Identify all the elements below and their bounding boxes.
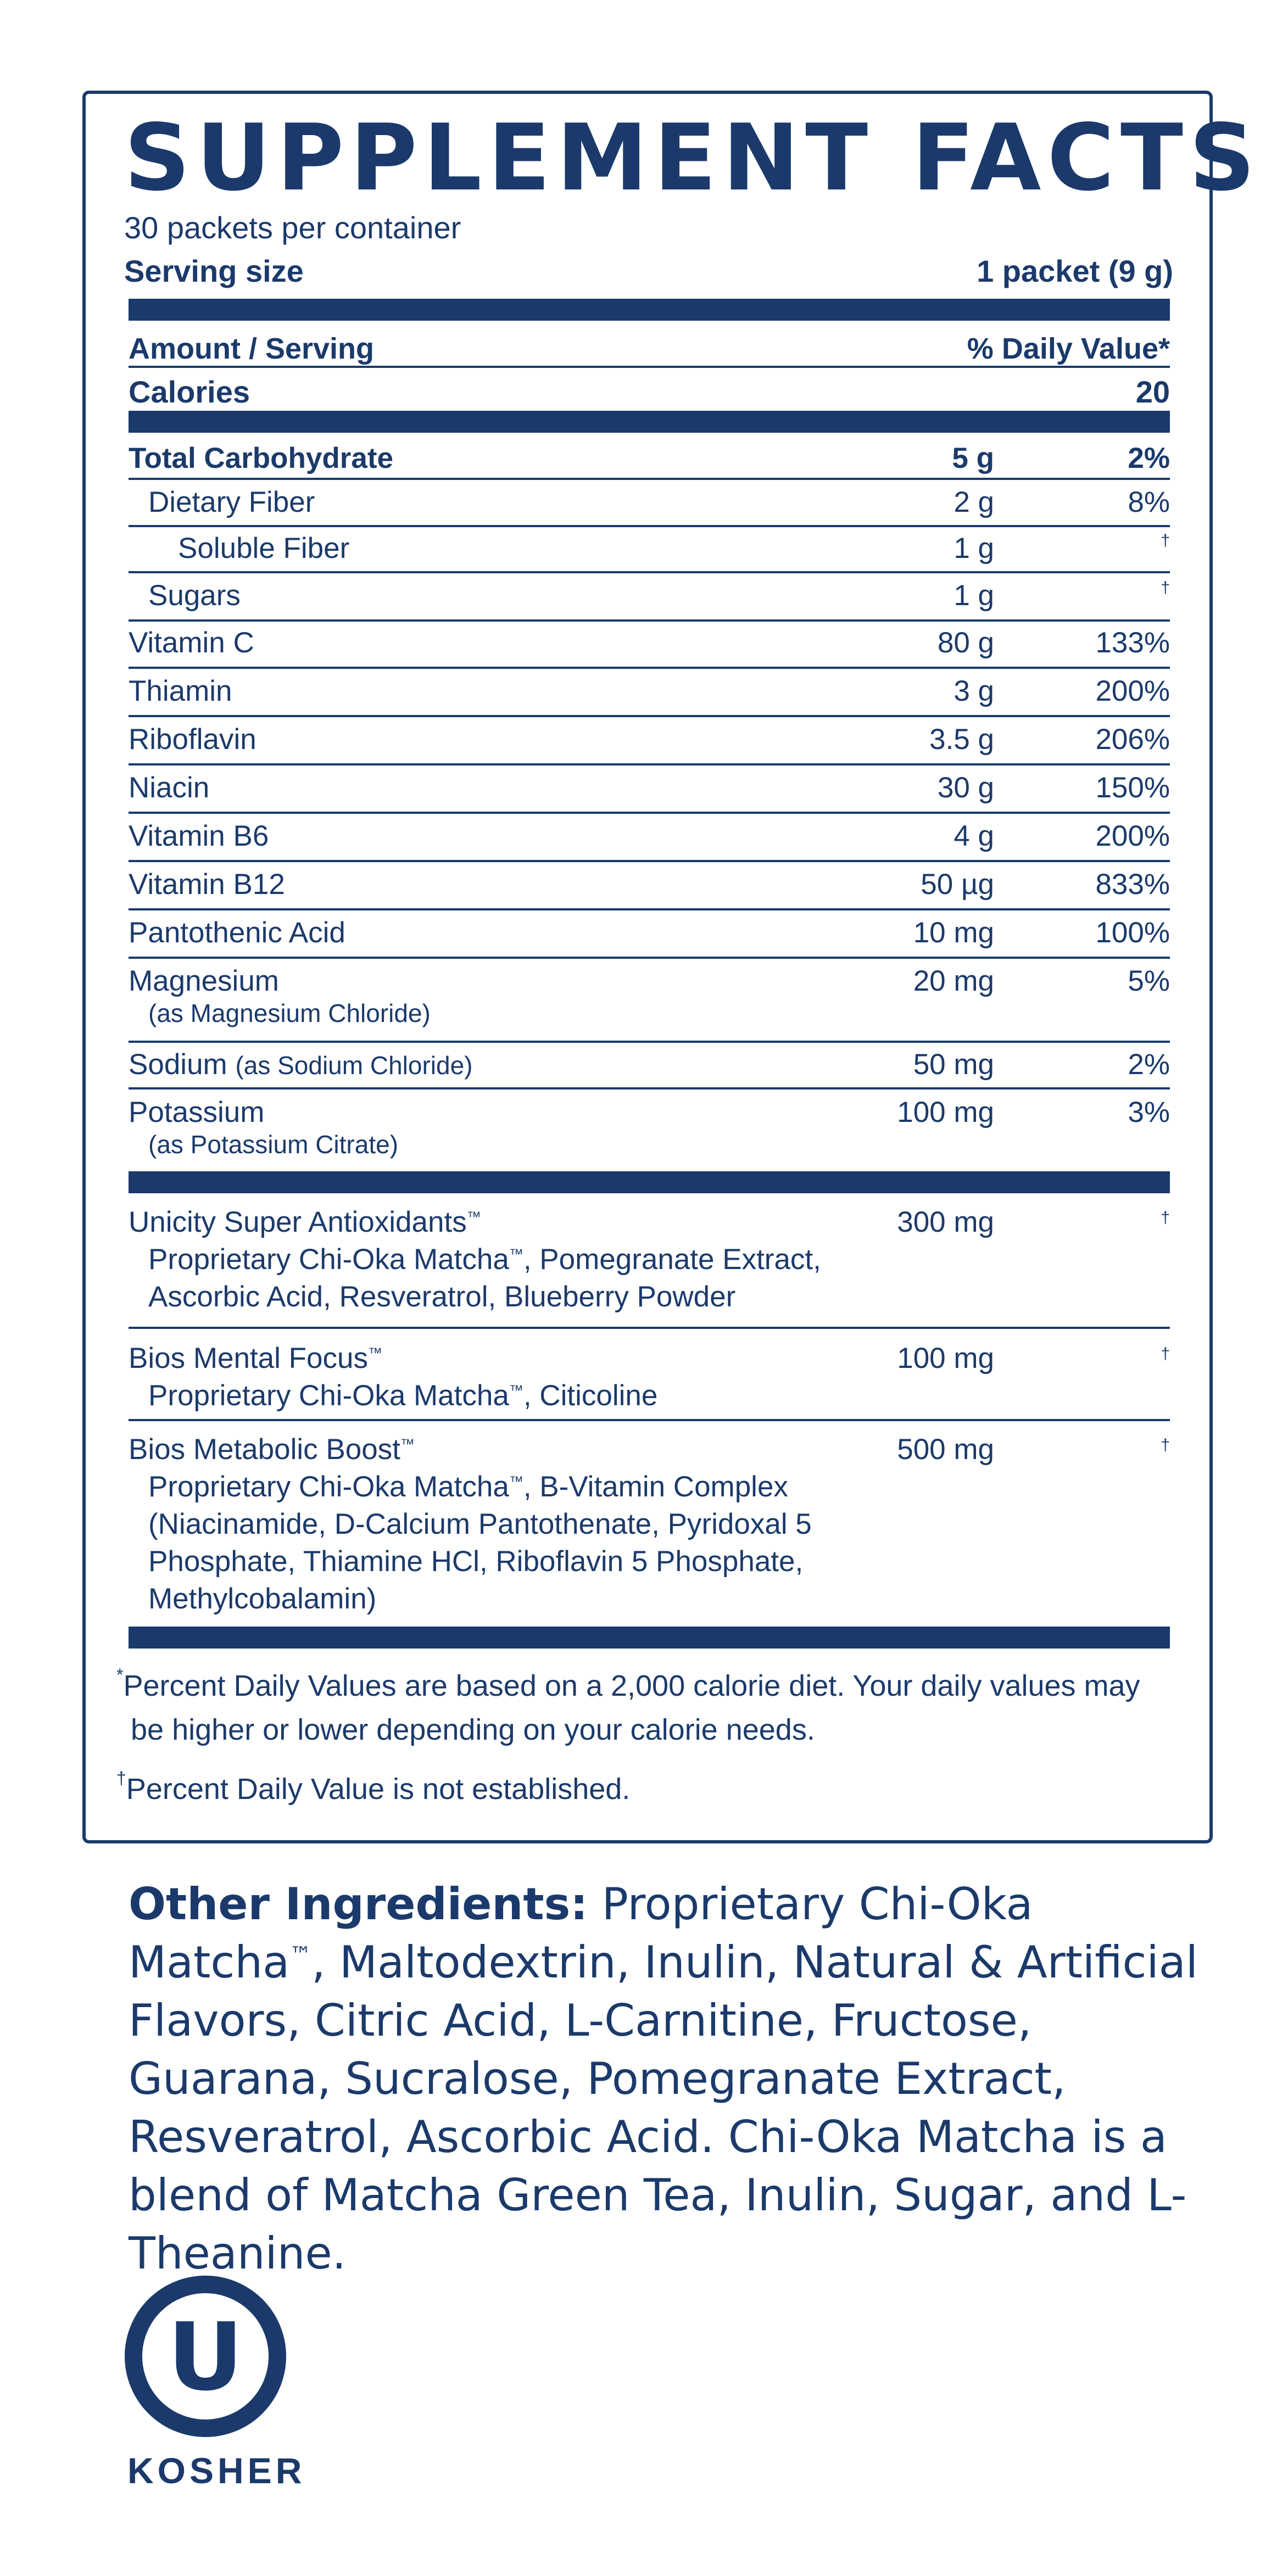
blend-daily-value: † <box>1161 1345 1170 1363</box>
trademark-mark: ™ <box>509 1245 523 1262</box>
nutrient-source: (as Potassium Citrate) <box>148 1130 399 1159</box>
nutrient-name: Niacin <box>129 772 210 804</box>
divider <box>129 525 1170 527</box>
nutrient-amount: 2 g <box>954 486 994 518</box>
blend-ingredients <box>148 1468 906 1618</box>
nutrient-amount: 1 g <box>954 579 994 612</box>
footnote-text: Percent Daily Values are based on a 2,000 calorie diet. Your daily values may <box>123 1669 1140 1702</box>
blend-ingredients-text: , Citicoline <box>523 1379 658 1412</box>
dagger-mark: † <box>116 1768 126 1788</box>
trademark-mark: ™ <box>367 1344 382 1361</box>
nutrient-name: Magnesium <box>129 965 279 997</box>
nutrient-daily-value: 2% <box>1128 1048 1170 1081</box>
kosher-label: KOSHER <box>127 2450 306 2491</box>
blend-name <box>129 1204 481 1241</box>
divider <box>129 478 1170 480</box>
nutrient-amount: 30 g <box>937 772 994 804</box>
divider <box>129 908 1170 910</box>
nutrient-daily-value: 133% <box>1095 627 1170 659</box>
blend-row <box>129 1431 1170 1618</box>
thick-divider <box>129 1171 1170 1193</box>
nutrient-daily-value: † <box>1161 579 1170 597</box>
blend-ingredients-text: Proprietary Chi-Oka Matcha <box>148 1379 509 1412</box>
trademark-mark: ™ <box>400 1435 415 1452</box>
divider <box>129 763 1170 765</box>
trademark-mark: ™ <box>466 1208 481 1225</box>
nutrient-name: Total Carbohydrate <box>129 442 393 474</box>
nutrient-source: (as Magnesium Chloride) <box>148 999 431 1027</box>
divider <box>129 812 1170 814</box>
calories-label: Calories <box>129 375 250 409</box>
footnote-line <box>116 1664 1177 1708</box>
footnote-line: be higher or lower depending on your calorie needs. <box>131 1713 815 1746</box>
divider <box>129 1041 1170 1043</box>
divider <box>129 366 1170 368</box>
nutrient-name: Vitamin B12 <box>129 868 285 901</box>
asterisk-mark: * <box>116 1665 124 1685</box>
blend-name-text: Unicity Super Antioxidants <box>129 1206 467 1238</box>
nutrient-name <box>129 1050 473 1079</box>
blend-ingredients-text: , Pomegranate Extract, Ascorbic Acid, Resveratrol, Blueberry Powder <box>148 1243 821 1313</box>
divider <box>129 860 1170 862</box>
panel-title: SUPPLEMENT FACTS <box>124 105 1262 211</box>
daily-value-footnote <box>116 1664 1177 1752</box>
nutrient-amount: 1 g <box>954 532 994 565</box>
blend-ingredients <box>148 1241 906 1316</box>
nutrient-daily-value: 8% <box>1128 486 1170 518</box>
trademark-mark: ™ <box>289 1942 312 1968</box>
nutrient-daily-value: 206% <box>1095 723 1170 756</box>
nutrient-row <box>129 444 1170 477</box>
nutrient-amount: 50 mg <box>913 1048 994 1081</box>
divider <box>129 1419 1170 1421</box>
nutrient-row <box>129 1098 1170 1169</box>
thick-divider <box>129 1627 1170 1649</box>
nutrient-amount: 3.5 g <box>929 723 994 756</box>
nutrient-amount: 5 g <box>952 442 994 474</box>
thick-divider <box>129 411 1170 433</box>
nutrient-daily-value: 833% <box>1095 868 1170 901</box>
divider <box>129 619 1170 622</box>
nutrient-name: Dietary Fiber <box>148 486 315 518</box>
serving-size-row <box>124 256 1173 287</box>
divider <box>129 667 1170 669</box>
nutrient-name-text: Sodium <box>129 1048 227 1081</box>
serving-size-value: 1 packet (9 g) <box>977 254 1173 288</box>
nutrient-source: (as Sodium Chloride) <box>235 1051 473 1080</box>
nutrient-daily-value: 3% <box>1128 1096 1170 1128</box>
nutrient-amount: 20 mg <box>913 965 994 997</box>
blend-ingredients-text: Proprietary Chi-Oka Matcha <box>148 1471 509 1503</box>
divider <box>129 715 1170 717</box>
nutrient-daily-value: 200% <box>1095 820 1170 852</box>
blend-name <box>129 1340 382 1377</box>
nutrient-daily-value: 200% <box>1095 675 1170 707</box>
nutrient-amount: 50 µg <box>921 868 994 901</box>
blend-ingredients-text: , B-Vitamin Complex (Niacinamide, D-Calcium Pantothenate, Pyridoxal 5 Phosphate, Thiamine HCl, Riboflavin 5 Phosphate, Methylcobalamin) <box>148 1471 812 1615</box>
divider <box>129 957 1170 959</box>
nutrient-amount: 10 mg <box>913 917 994 949</box>
nutrient-daily-value: 150% <box>1095 772 1170 804</box>
amount-per-serving-label: Amount / Serving <box>129 332 375 365</box>
nutrient-name: Potassium <box>129 1096 265 1128</box>
trademark-mark: ™ <box>509 1473 523 1490</box>
nutrient-name: Pantothenic Acid <box>129 917 345 949</box>
nutrient-amount: 3 g <box>954 675 994 707</box>
nutrient-name: Riboflavin <box>129 723 257 756</box>
nutrient-daily-value: 2% <box>1128 442 1170 474</box>
kosher-letter: U <box>167 2303 244 2412</box>
other-ingredients <box>129 1875 1222 2283</box>
blend-amount: 300 mg <box>897 1206 994 1238</box>
amount-header-row <box>129 334 1170 364</box>
calories-value: 20 <box>1135 375 1170 409</box>
nutrient-name: Vitamin C <box>129 627 254 659</box>
other-ingredients-text: Proprietary Chi-Oka Matcha <box>129 1879 1033 1988</box>
nutrient-amount: 4 g <box>954 820 994 852</box>
servings-per-container: 30 packets per container <box>124 210 461 245</box>
divider <box>129 1087 1170 1089</box>
thick-divider <box>129 299 1170 321</box>
blend-name-text: Bios Mental Focus <box>129 1342 368 1374</box>
blend-row <box>129 1340 1170 1417</box>
nutrient-name: Vitamin B6 <box>129 820 269 852</box>
divider <box>129 1327 1170 1329</box>
nutrient-amount: 100 mg <box>897 1096 994 1128</box>
nutrient-name: Soluble Fiber <box>178 532 350 565</box>
calories-row <box>129 377 1170 407</box>
nutrient-daily-value: † <box>1161 532 1170 550</box>
other-ingredients-label: Other Ingredients: <box>129 1879 588 1930</box>
dagger-footnote <box>116 1767 1177 1811</box>
kosher-u-icon <box>124 2275 287 2438</box>
trademark-mark: ™ <box>509 1382 523 1399</box>
nutrient-row <box>129 966 1170 1038</box>
blend-daily-value: † <box>1161 1209 1170 1227</box>
nutrient-name: Thiamin <box>129 675 232 707</box>
blend-ingredients-text: Proprietary Chi-Oka Matcha <box>148 1243 509 1276</box>
blend-amount: 500 mg <box>897 1433 994 1466</box>
divider <box>129 571 1170 573</box>
nutrient-amount: 80 g <box>937 627 994 659</box>
nutrient-daily-value: 5% <box>1128 965 1170 997</box>
blend-ingredients <box>148 1377 906 1415</box>
blend-daily-value: † <box>1161 1436 1170 1454</box>
other-ingredients-text: , Maltodextrin, Inulin, Natural & Artificial Flavors, Citric Acid, L-Carnitine, Fructose, Guarana, Sucralose, Pomegranate Extract, Resveratrol, Ascorbic Acid. Chi-Oka Matcha is a blend of Matcha Green Tea, Inulin, Sugar, and L-Theanine. <box>129 1937 1198 2279</box>
footnote-text: Percent Daily Value is not established. <box>126 1773 631 1806</box>
blend-amount: 100 mg <box>897 1342 994 1374</box>
nutrient-name: Sugars <box>148 579 241 612</box>
blend-name <box>129 1431 415 1468</box>
nutrient-daily-value: 100% <box>1095 917 1170 949</box>
daily-value-label: % Daily Value* <box>967 332 1170 365</box>
blend-name-text: Bios Metabolic Boost <box>129 1433 400 1466</box>
blend-row <box>129 1204 1170 1325</box>
serving-size-label: Serving size <box>124 254 304 288</box>
